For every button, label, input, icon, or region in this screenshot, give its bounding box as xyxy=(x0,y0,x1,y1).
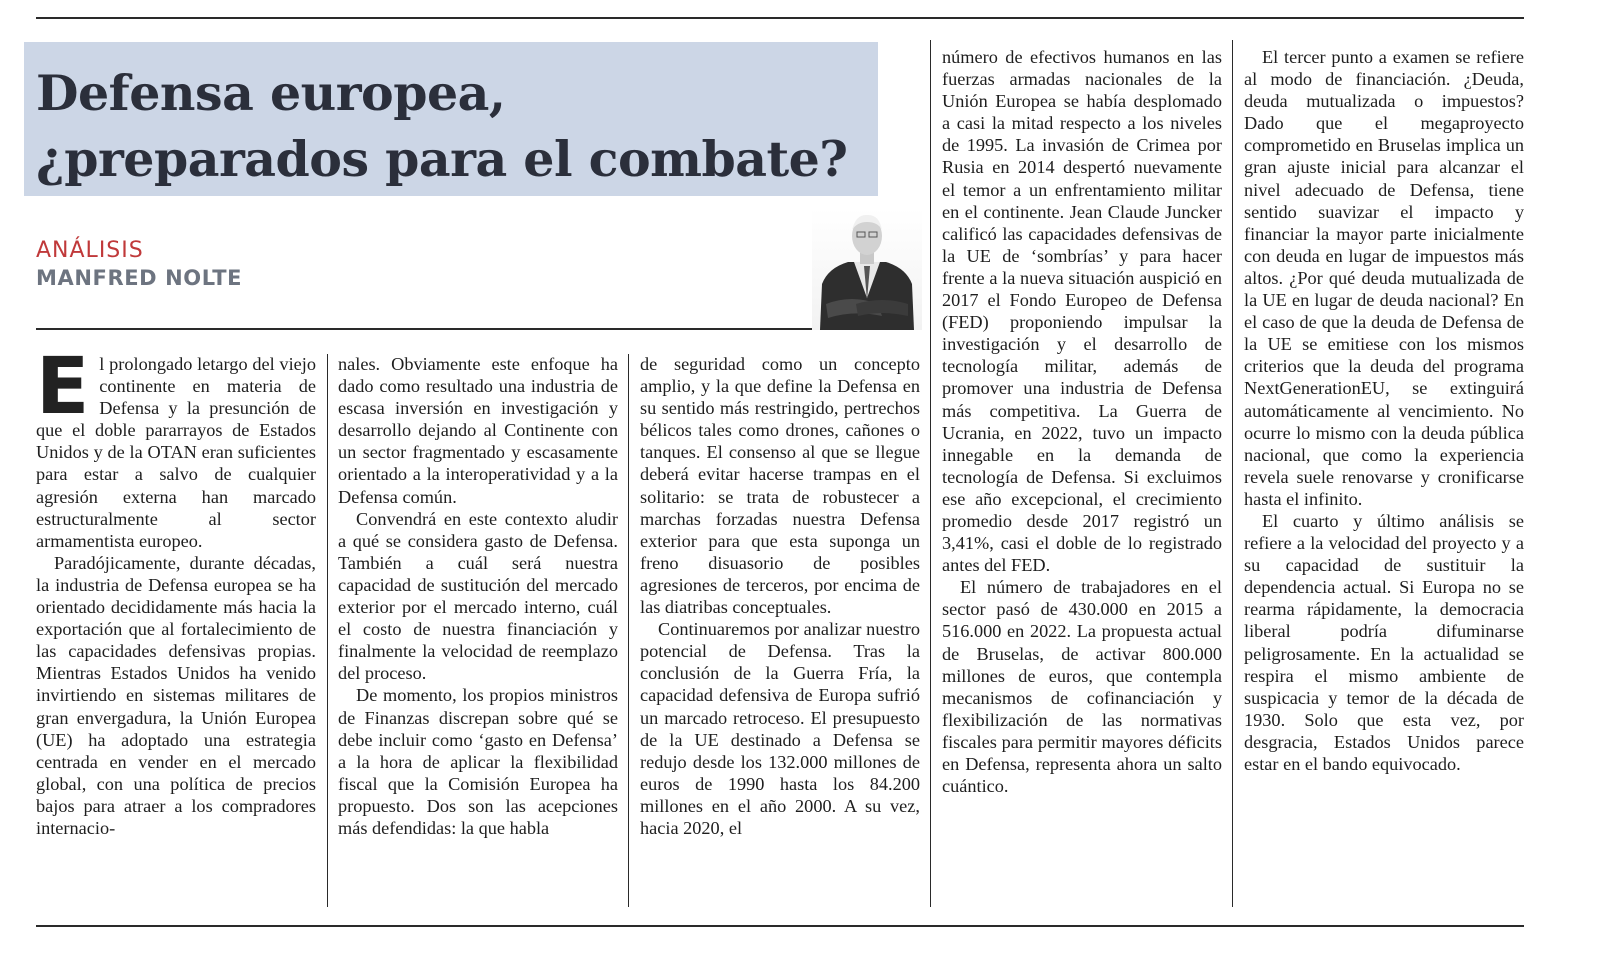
paragraph: Continuaremos por analizar nuestro potencial de Defensa. Tras la conclusión de la Guerra Fría, la capacidad defensiva de Europa sufrió un marcado retroceso. El presupuesto de la UE destinado a Defensa se redujo desde los 132.000 millones de euros de 1990 hasta los 84.200 millones en el año 2000. A su vez, hacia 2020, el xyxy=(640,619,920,838)
headline-line-1: Defensa europea, xyxy=(36,64,506,122)
headline-line-2: ¿preparados para el combate? xyxy=(36,130,848,188)
column-4 xyxy=(942,46,1222,908)
column-5 xyxy=(1244,46,1524,908)
author-name: MANFRED NOLTE xyxy=(36,266,243,290)
paragraph: número de efectivos humanos en las fuerzas armadas nacionales de la Unión Europea se había desplomado a casi la mitad respecto a los niveles de 1995. La invasión de Crimea por Rusia en 2014 despertó nuevamente el temor a un enfrentamiento militar en el continente. Jean Claude Juncker calificó las capacidades defensivas de la UE de ‘sombrías’ y para hacer frente a la nueva situación auspició en 2017 el Fondo Europeo de Defensa (FED) proponiendo impulsar la investigación y el desarrollo de tecnología militar, además de promover una industria de Defensa más competitiva. La Guerra de Ucrania, en 2022, tuvo un impacto innegable en la demanda de tecnología de Defensa. Si excluimos ese año excepcional, el crecimiento promedio desde 2017 registró un 3,41%, casi el doble de lo registrado antes del FED. xyxy=(942,47,1222,576)
paragraph: de seguridad como un concepto amplio, y la que define la Defensa en su sentido más restringido, pertrechos bélicos tales como drones, cañones o tanques. El consenso al que se llegue deberá evitar hacerse trampas en el solitario: se trata de robustecer a marchas forzadas nuestra Defensa exterior para que esta suponga un freno disuasorio de posibles agresiones de terceros, por encima de las diatribas conceptuales. xyxy=(640,354,920,618)
column-1 xyxy=(36,353,316,906)
paragraph: l prolongado letargo del viejo continente en materia de Defensa y la presunción de que el doble pararrayos de Estados Unidos y de la OTAN eran suficientes para estar a salvo de cualquier agresión externa han marcado estructuralmente al sector armamentista europeo. xyxy=(36,354,316,551)
column-divider xyxy=(628,354,629,907)
paragraph: nales. Obviamente este enfoque ha dado como resultado una industria de escasa inversión en investigación y desarrollo dejando al Continente con un sector fragmentado y escasamente orientado a la interoperatividad y a la Defensa común. xyxy=(338,354,618,507)
paragraph: Convendrá en este contexto aludir a qué se considera gasto de Defensa. También a cuál será nuestra capacidad de sustitución del mercado exterior por el mercado interno, cuál el costo de nuestra financiación y finalmente la velocidad de reemplazo del proceso. xyxy=(338,508,618,684)
header-rule xyxy=(36,328,920,330)
bottom-rule xyxy=(36,925,1524,927)
paragraph: Paradójicamente, durante décadas, la industria de Defensa europea se ha orientado decididamente más hacia la exportación que al fortalecimiento de las capacidades defensivas propias. Mientras Estados Unidos ha venido invirtiendo en sistemas militares de gran envergadura, la Unión Europea (UE) ha adoptado una estrategia centrada en vender en el mercado global, con una política de precios bajos para atraer a los compradores internacio- xyxy=(36,552,316,838)
paragraph: El cuarto y último análisis se refiere a la velocidad del proyecto y a su capacidad de sustituir la dependencia actual. Si Europa no se rearma rápidamente, la democracia liberal podría difuminarse peligrosamente. En la actualidad se respira el mismo ambiente de suspicacia y temor de la década de 1930. Solo que esta vez, por desgracia, Estados Unidos parece estar en el bando equivocado. xyxy=(1244,510,1524,774)
drop-cap: E xyxy=(36,353,90,432)
column-2 xyxy=(338,353,618,906)
paragraph: De momento, los propios ministros de Finanzas discrepan sobre qué se debe incluir como ‘gasto en Defensa’ a la hora de aplicar la flexibilidad fiscal que la Comisión Europea ha propuesto. Dos son las acepciones más defendidas: la que habla xyxy=(338,685,618,838)
column-divider xyxy=(930,40,931,907)
column-3 xyxy=(640,353,920,906)
column-divider xyxy=(327,354,328,907)
column-divider xyxy=(1232,40,1233,907)
paragraph: El número de trabajadores en el sector pasó de 430.000 en 2015 a 516.000 en 2022. La propuesta actual de Bruselas, de activar 800.000 millones de euros, que contempla mecanismos de cofinanciación y flexibilización de las normativas fiscales para permitir mayores déficits en Defensa, representa ahora un salto cuántico. xyxy=(942,577,1222,797)
author-portrait xyxy=(812,208,922,330)
top-rule xyxy=(36,17,1524,19)
headline xyxy=(36,60,848,192)
paragraph: El tercer punto a examen se refiere al modo de financiación. ¿Deuda, deuda mutualizada o impuestos? Dado que el megaproyecto comprometido en Bruselas implica un gran ajuste inicial para alcanzar el nivel adecuado de Defensa, tiene sentido suavizar el impacto y financiar la mayor parte inicialmente con deuda en lugar de impuestos más altos. ¿Por qué deuda mutualizada de la UE en lugar de deuda nacional? En el caso de que la deuda de Defensa de la UE se emitiese con los mismos criterios que la deuda del programa NextGenerationEU, se extinguirá automáticamente al vencimiento. No ocurre lo mismo con la deuda pública nacional, que como la experiencia revela suele renovarse y cronificarse hasta el infinito. xyxy=(1244,47,1524,509)
section-label: ANÁLISIS xyxy=(36,238,144,263)
